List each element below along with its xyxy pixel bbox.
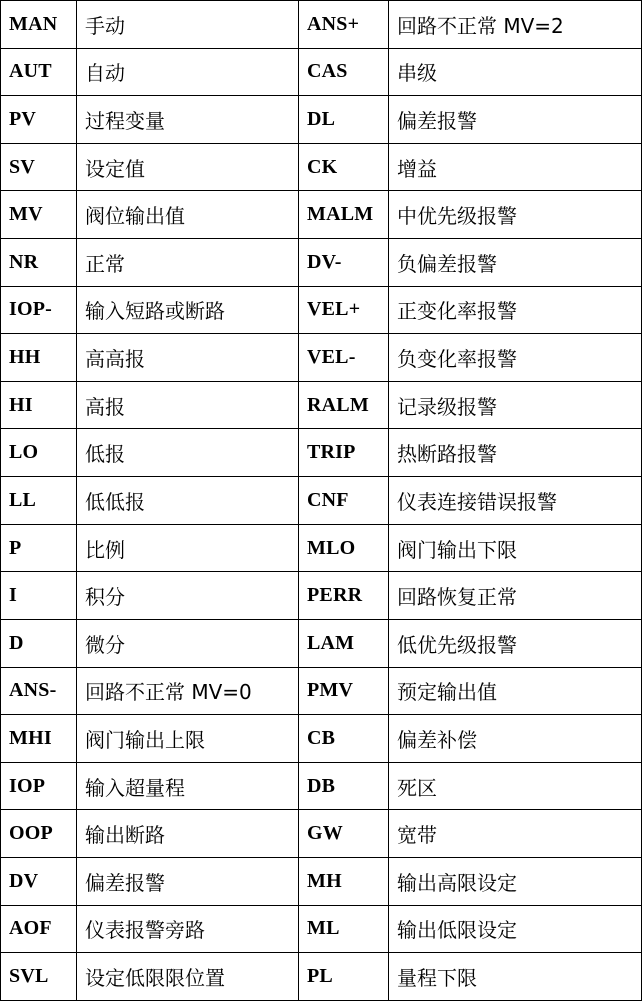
abbreviation-cell: NR [1, 239, 77, 287]
abbreviation-cell: ANS+ [299, 1, 389, 49]
meaning-cell: 负偏差报警 [389, 239, 642, 287]
abbreviation-cell: ML [299, 905, 389, 953]
abbreviation-cell: HH [1, 334, 77, 382]
meaning-cell: 低报 [77, 429, 299, 477]
table-row [1, 143, 642, 191]
meaning-cell: 输入超量程 [77, 762, 299, 810]
abbreviation-cell: P [1, 524, 77, 572]
table-row [1, 477, 642, 525]
table-body [1, 1, 642, 1001]
meaning-cell: 偏差报警 [389, 96, 642, 144]
table-row [1, 715, 642, 763]
meaning-cell: 仪表连接错误报警 [389, 477, 642, 525]
abbreviation-cell: SVL [1, 953, 77, 1001]
table-row [1, 239, 642, 287]
meaning-cell: 死区 [389, 762, 642, 810]
abbreviation-cell: DL [299, 96, 389, 144]
meaning-cell: 宽带 [389, 810, 642, 858]
meaning-cell: 阀门输出下限 [389, 524, 642, 572]
meaning-cell: 热断路报警 [389, 429, 642, 477]
meaning-cell: 量程下限 [389, 953, 642, 1001]
meaning-cell: 手动 [77, 1, 299, 49]
abbreviation-cell: DB [299, 762, 389, 810]
table-row [1, 667, 642, 715]
abbreviation-cell: VEL- [299, 334, 389, 382]
table-row [1, 572, 642, 620]
abbreviation-cell: LAM [299, 619, 389, 667]
meaning-cell: 低低报 [77, 477, 299, 525]
meaning-cell: 回路不正常 MV=0 [77, 667, 299, 715]
meaning-cell: 低优先级报警 [389, 619, 642, 667]
table-row [1, 762, 642, 810]
table-row [1, 191, 642, 239]
meaning-cell: 自动 [77, 48, 299, 96]
meaning-cell: 记录级报警 [389, 381, 642, 429]
table-row [1, 953, 642, 1001]
meaning-cell: 串级 [389, 48, 642, 96]
meaning-cell: 设定低限限位置 [77, 953, 299, 1001]
abbreviation-cell: TRIP [299, 429, 389, 477]
table-row [1, 286, 642, 334]
abbreviation-cell: IOP [1, 762, 77, 810]
table-row [1, 429, 642, 477]
abbreviation-cell: PMV [299, 667, 389, 715]
abbreviation-cell: SV [1, 143, 77, 191]
meaning-cell: 仪表报警旁路 [77, 905, 299, 953]
abbreviation-cell: MV [1, 191, 77, 239]
abbreviation-cell: GW [299, 810, 389, 858]
abbreviation-cell: AOF [1, 905, 77, 953]
meaning-cell: 积分 [77, 572, 299, 620]
meaning-cell: 输出断路 [77, 810, 299, 858]
abbreviation-cell: AUT [1, 48, 77, 96]
meaning-cell: 比例 [77, 524, 299, 572]
meaning-cell: 输出高限设定 [389, 857, 642, 905]
meaning-cell: 高报 [77, 381, 299, 429]
abbreviation-cell: ANS- [1, 667, 77, 715]
meaning-cell: 输出低限设定 [389, 905, 642, 953]
meaning-cell: 正常 [77, 239, 299, 287]
abbreviation-cell: LL [1, 477, 77, 525]
table-row [1, 857, 642, 905]
meaning-cell: 过程变量 [77, 96, 299, 144]
abbreviation-cell: PL [299, 953, 389, 1001]
meaning-cell: 回路不正常 MV=2 [389, 1, 642, 49]
abbreviation-cell: CNF [299, 477, 389, 525]
meaning-cell: 偏差报警 [77, 857, 299, 905]
meaning-cell: 设定值 [77, 143, 299, 191]
abbreviation-cell: CB [299, 715, 389, 763]
abbreviation-cell: CAS [299, 48, 389, 96]
abbreviation-cell: PERR [299, 572, 389, 620]
table-row [1, 96, 642, 144]
abbreviation-cell: CK [299, 143, 389, 191]
meaning-cell: 高高报 [77, 334, 299, 382]
meaning-cell: 阀门输出上限 [77, 715, 299, 763]
table-row [1, 334, 642, 382]
meaning-cell: 中优先级报警 [389, 191, 642, 239]
meaning-cell: 增益 [389, 143, 642, 191]
table-row [1, 524, 642, 572]
meaning-cell: 正变化率报警 [389, 286, 642, 334]
abbreviation-cell: MH [299, 857, 389, 905]
table-row [1, 905, 642, 953]
table-row [1, 619, 642, 667]
abbreviation-cell: D [1, 619, 77, 667]
abbreviation-cell: OOP [1, 810, 77, 858]
meaning-cell: 负变化率报警 [389, 334, 642, 382]
table-row [1, 810, 642, 858]
abbreviation-cell: DV- [299, 239, 389, 287]
meaning-cell: 微分 [77, 619, 299, 667]
abbreviation-cell: PV [1, 96, 77, 144]
meaning-cell: 阀位输出值 [77, 191, 299, 239]
abbreviation-cell: DV [1, 857, 77, 905]
abbreviation-cell: RALM [299, 381, 389, 429]
abbreviation-cell: LO [1, 429, 77, 477]
meaning-cell: 预定输出值 [389, 667, 642, 715]
abbreviation-cell: MALM [299, 191, 389, 239]
table-row [1, 1, 642, 49]
meaning-cell: 回路恢复正常 [389, 572, 642, 620]
abbreviation-cell: IOP- [1, 286, 77, 334]
abbreviation-cell: VEL+ [299, 286, 389, 334]
abbreviation-cell: HI [1, 381, 77, 429]
meaning-cell: 偏差补偿 [389, 715, 642, 763]
abbreviation-cell: MAN [1, 1, 77, 49]
abbreviation-cell: MHI [1, 715, 77, 763]
abbreviation-cell: I [1, 572, 77, 620]
abbreviation-cell: MLO [299, 524, 389, 572]
meaning-cell: 输入短路或断路 [77, 286, 299, 334]
table-row [1, 381, 642, 429]
table-row [1, 48, 642, 96]
